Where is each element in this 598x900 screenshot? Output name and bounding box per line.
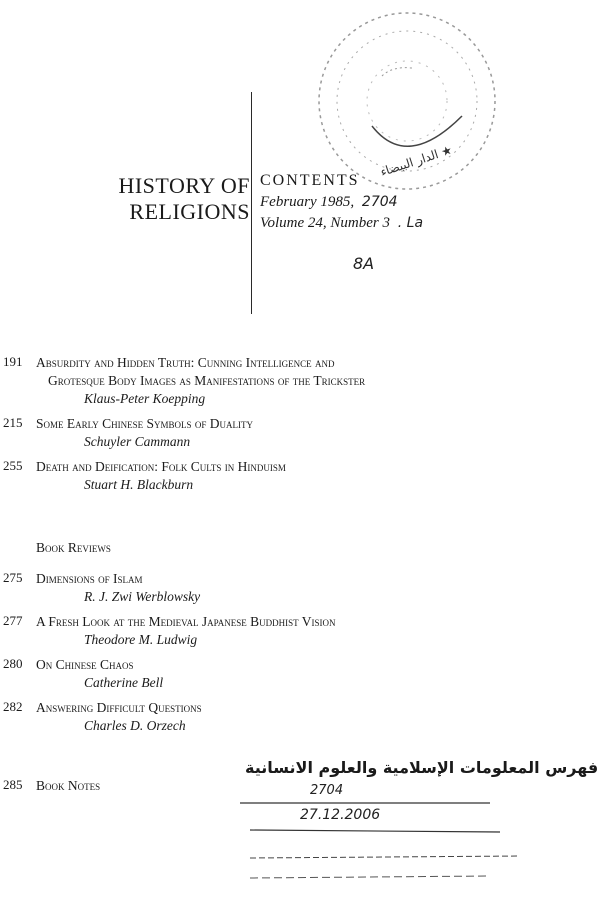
svg-text:الدار البيضاء ★: الدار البيضاء ★ xyxy=(378,142,454,180)
toc-title-line: Grotesque Body Images as Manifestations of the Trickster xyxy=(48,373,366,388)
issue-date xyxy=(260,192,423,213)
journal-title-line2: RELIGIONS xyxy=(129,199,250,224)
stamp-date: 27.12.2006 xyxy=(300,807,381,823)
toc-page-number: 255 xyxy=(3,458,23,473)
toc-title-line: A Fresh Look at the Medieval Japanese Buddhist Vision xyxy=(36,614,336,629)
contents-block xyxy=(260,170,423,234)
toc-title xyxy=(36,777,100,795)
handwritten-number: 2704 xyxy=(361,194,398,210)
issue-date-text: February 1985, xyxy=(260,194,355,210)
toc-page-number: 215 xyxy=(3,415,23,430)
handwritten-mark: . La xyxy=(397,215,424,231)
toc-title-line: Book Reviews xyxy=(36,540,111,555)
contents-heading: CONTENTS xyxy=(260,172,360,189)
toc-page-number: 282 xyxy=(3,699,23,714)
issue-volume-text: Volume 24, Number 3 xyxy=(260,215,390,231)
toc-title xyxy=(36,458,286,476)
vertical-divider xyxy=(251,92,252,314)
handwritten-folio: 8A xyxy=(353,254,375,273)
toc-title-line: Some Early Chinese Symbols of Duality xyxy=(36,416,253,431)
toc-title-line: On Chinese Chaos xyxy=(36,657,134,672)
toc-title-line: Book Notes xyxy=(36,778,101,793)
circular-library-seal xyxy=(312,6,502,196)
toc-author: Klaus-Peter Koepping xyxy=(84,391,206,406)
toc-title xyxy=(36,613,336,631)
toc-page-number: 191 xyxy=(3,354,23,369)
toc-page-number: 275 xyxy=(3,570,23,585)
toc-title-line: Death and Deification: Folk Cults in Hinduism xyxy=(36,459,286,474)
toc-title xyxy=(36,354,365,390)
issue-volume xyxy=(260,213,423,234)
toc-title-line: Dimensions of Islam xyxy=(36,571,143,586)
toc-author: Stuart H. Blackburn xyxy=(84,477,194,492)
toc-author: Catherine Bell xyxy=(84,675,164,690)
stamp-arabic-heading: فهرس المعلومات الإسلامية والعلوم الانسانية xyxy=(245,758,598,777)
toc-author: Schuyler Cammann xyxy=(84,434,191,449)
toc-author: Charles D. Orzech xyxy=(84,718,186,733)
toc-page-number: 277 xyxy=(3,613,23,628)
stamp-registration-number: 2704 xyxy=(310,783,344,798)
toc-title xyxy=(36,570,143,588)
toc-title xyxy=(36,656,134,674)
toc-title xyxy=(36,415,253,433)
journal-title xyxy=(60,173,250,225)
toc-author: R. J. Zwi Werblowsky xyxy=(84,589,201,604)
toc-title xyxy=(36,539,111,557)
toc-page-number: 285 xyxy=(3,777,23,792)
journal-title-line1: HISTORY OF xyxy=(118,173,250,198)
toc-title-line: Answering Difficult Questions xyxy=(36,700,202,715)
toc-author: Theodore M. Ludwig xyxy=(84,632,198,647)
toc-page-number: 280 xyxy=(3,656,23,671)
toc-title-line: Absurdity and Hidden Truth: Cunning Intelligence and xyxy=(36,355,335,370)
toc-title xyxy=(36,699,202,717)
